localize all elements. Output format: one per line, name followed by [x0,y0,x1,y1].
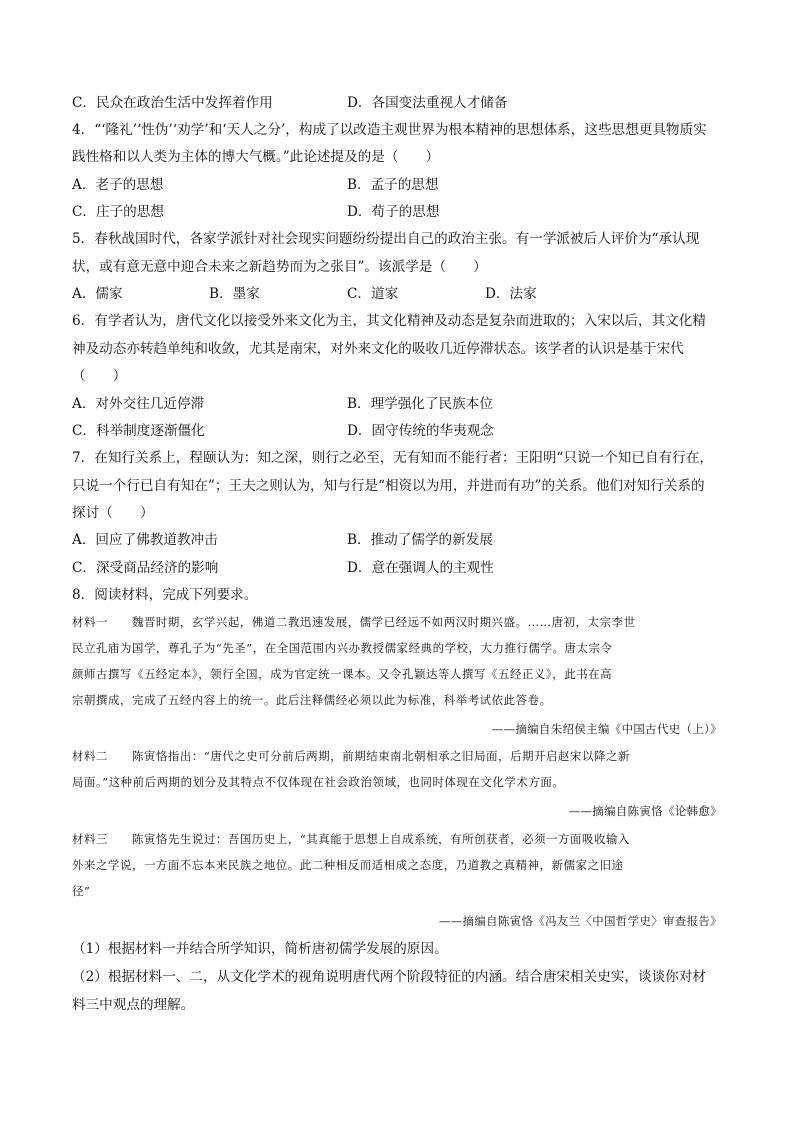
material-1-line-3: 颜师古撰写《五经定本》，领行全国，成为官定统一课本。又令孔颖达等人撰写《五经正义》，此书在高 [72,667,613,681]
material-3-line-1: 材料三 陈寅恪先生说过：吾国历史上，“其真能于思想上自成系统，有所创获者，必须一方面吸收输入 [72,832,630,846]
q7-stem-line-1: 7．在知行关系上，程颐认为：知之深，则行之必至，无有知而不能行者：王阳明“只说一个知已自有行在， [72,450,713,466]
material-2-source: ——摘编自陈寅恪《论韩愈》 [568,804,722,818]
q4-stem-line-2: 践性格和以人类为主体的博大气概。”此论述提及的是（ ） [72,149,440,165]
q8-subquestion-2-line-1: （2）根据材料一、二，从文化学术的视角说明唐代两个阶段特征的内涵。结合唐宋相关史实，谈谈你对材 [72,969,706,985]
q6-option-a: A．对外交往几近停滞 [72,396,205,412]
material-1-line-1: 材料一 魏晋时期，玄学兴起，佛道二教迅速发展，儒学已经远不如两汉时期兴盛。……唐初，太宗李世 [72,615,636,629]
material-1-line-4: 宗朝撰成，完成了五经内容上的统一。此后注释儒经必须以此为标准，科举考试依此答卷。 [72,693,552,707]
q5-stem-line-1: 5．春秋战国时代，各家学派针对社会现实问题纷纷提出自己的政治主张。有一学派被后人评价为“承认现 [72,231,700,247]
q7-option-d: D．意在强调人的主观性 [347,560,494,576]
material-3-line-3: 径” [72,884,91,898]
q3-option-c: C．民众在政治生活中发挥着作用 [72,95,273,111]
q7-option-b: B．推动了儒学的新发展 [347,532,493,548]
q4-option-c: C．庄子的思想 [72,204,164,220]
q6-option-b: B．理学强化了民族本位 [347,396,493,412]
q4-option-d: D．荀子的思想 [347,204,440,220]
material-1-source: ——摘编自朱绍侯主编《中国古代史（上）》 [491,722,722,736]
q5-option-d: D．法家 [485,286,537,302]
q6-stem-line-1: 6．有学者认为，唐代文化以接受外来文化为主，其文化精神及动态是复杂而进取的；入宋以后，其文化精 [72,313,706,329]
q6-stem-line-3: （ ） [72,368,127,384]
material-3-source: ——摘编自陈寅恪《冯友兰〈中国哲学史〉审查报告》 [439,914,722,928]
material-2-line-1: 材料二 陈寅恪指出：“唐代之史可分前后两期，前期结束南北朝相承之旧局面，后期开启赵宋以降之新 [72,749,630,763]
q4-stem-line-1: 4．“‘隆礼’‘性伪’‘劝学’和‘天人之分’，构成了以改造主观世界为根本精神的思想体系，这些思想更具物质实 [72,122,707,138]
q5-option-a: A．儒家 [72,286,123,302]
q5-option-b: B．墨家 [209,286,260,302]
q7-stem-line-3: 探讨（ ） [72,505,154,521]
q4-option-a: A．老子的思想 [72,177,164,193]
q6-option-c: C．科举制度逐渐僵化 [72,423,205,439]
q8-subquestion-1: （1）根据材料一并结合所学知识，简析唐初儒学发展的原因。 [72,941,448,957]
q7-option-a: A．回应了佛教道教冲击 [72,532,218,548]
q8-intro: 8．阅读材料，完成下列要求。 [72,587,258,603]
material-3-line-2: 外来之学说，一方面不忘本来民族之地位。此二种相反而适相成之态度，乃道教之真精神，新儒家之旧途 [72,858,624,872]
q5-stem-line-2: 状，或有意无意中迎合未来之新趋势而为之张目”。该派学是（ ） [72,259,487,275]
q4-option-b: B．孟子的思想 [347,177,439,193]
material-2-line-2: 局面。”这种前后两期的划分及其特点不仅体现在社会政治领域，也同时体现在文化学术方面。 [72,775,565,789]
q3-option-d: D．各国变法重视人才储备 [347,95,508,111]
q7-stem-line-2: 只说一个行已自有知在”；王夫之则认为，知与行是“相资以为用，并进而有功”的关系。他们对知行关系的 [72,478,705,494]
q7-option-c: C．深受商品经济的影响 [72,560,219,576]
q5-option-c: C．道家 [347,286,399,302]
q6-stem-line-2: 神及动态亦转趋单纯和收敛，尤其是南宋，对外来文化的吸收几近停滞状态。该学者的认识是基于宋代 [72,341,684,357]
material-1-line-2: 民立孔庙为国学，尊孔子为“先圣”，在全国范围内兴办教授儒家经典的学校，大力推行儒学。唐太宗令 [72,641,613,655]
q8-subquestion-2-line-2: 料三中观点的理解。 [72,997,195,1013]
q6-option-d: D．固守传统的华夷观念 [347,423,494,439]
